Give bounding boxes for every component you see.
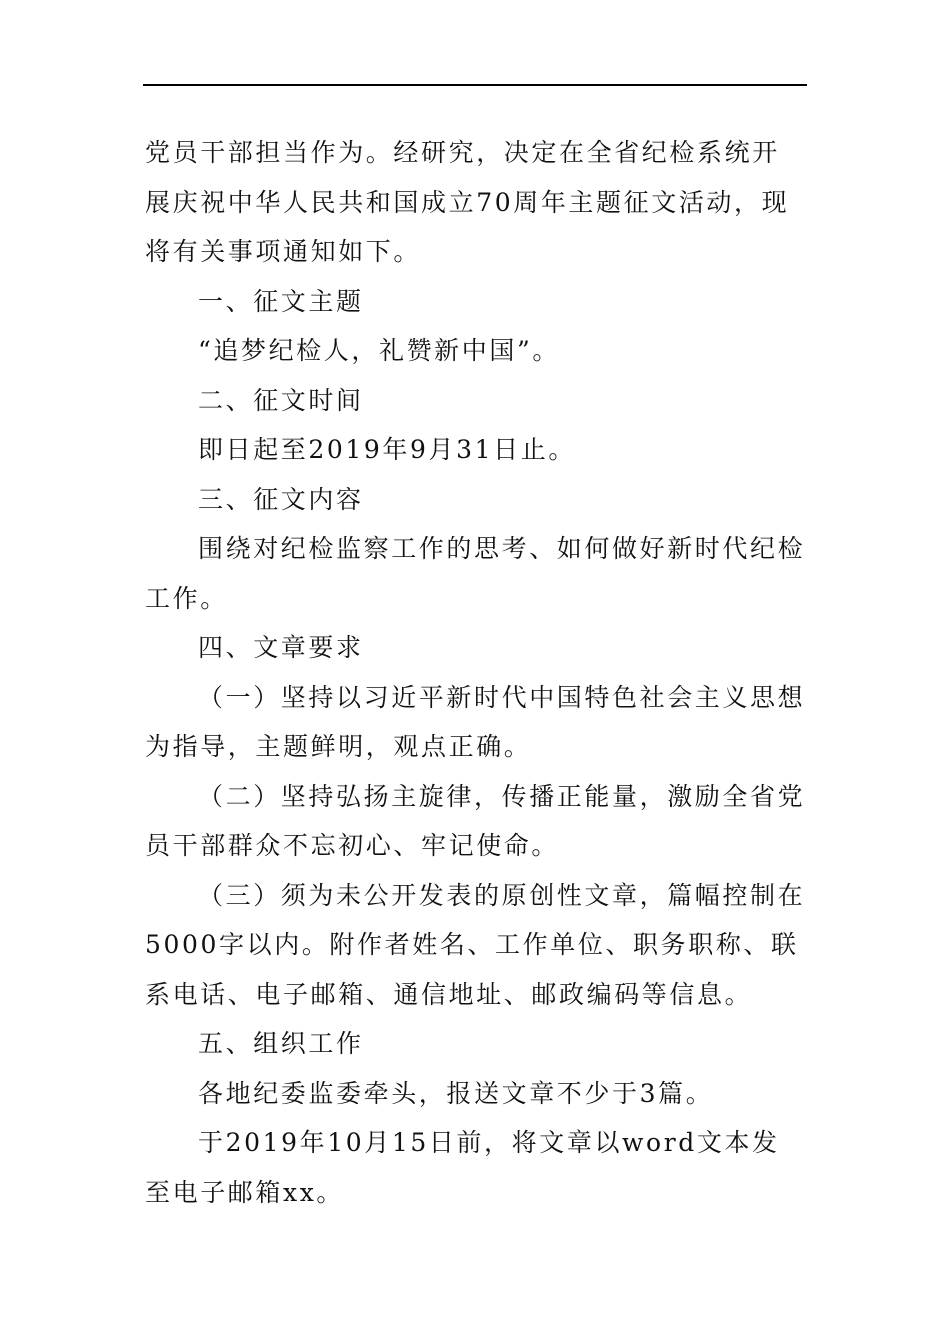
header-rule (143, 84, 807, 86)
paragraph-organization-2: 于2019年10月15日前，将文章以word文本发至电子邮箱xx。 (145, 1128, 780, 1207)
paragraph-theme: “追梦纪检人，礼赞新中国”。 (198, 336, 560, 365)
heading-time: 二、征文时间 (198, 385, 364, 415)
heading-theme: 一、征文主题 (198, 286, 364, 316)
paragraph-intro: 党员干部担当作为。经研究，决定在全省纪检系统开展庆祝中华人民共和国成立70周年主题征文活动，现将有关事项通知如下。 (145, 138, 790, 266)
heading-requirements: 四、文章要求 (198, 633, 364, 662)
paragraph-content: 围绕对纪检监察工作的思考、如何做好新时代纪检工作。 (145, 534, 806, 613)
paragraph-time: 即日起至2019年9月31日止。 (198, 435, 576, 464)
document-body (145, 128, 807, 1217)
heading-content: 三、征文内容 (198, 484, 364, 514)
heading-organization: 五、组织工作 (198, 1029, 364, 1058)
paragraph-requirement-3: （三）须为未公开发表的原创性文章，篇幅控制在5000字以内。附作者姓名、工作单位、职务职称、联系电话、电子邮箱、通信地址、邮政编码等信息。 (145, 880, 806, 1009)
paragraph-requirement-2: （二）坚持弘扬主旋律，传播正能量，激励全省党员干部群众不忘初心、牢记使命。 (145, 781, 806, 860)
paragraph-organization-1: 各地纪委监委牵头，报送文章不少于3篇。 (198, 1078, 714, 1108)
paragraph-requirement-1: （一）坚持以习近平新时代中国特色社会主义思想为指导，主题鲜明，观点正确。 (145, 682, 806, 761)
